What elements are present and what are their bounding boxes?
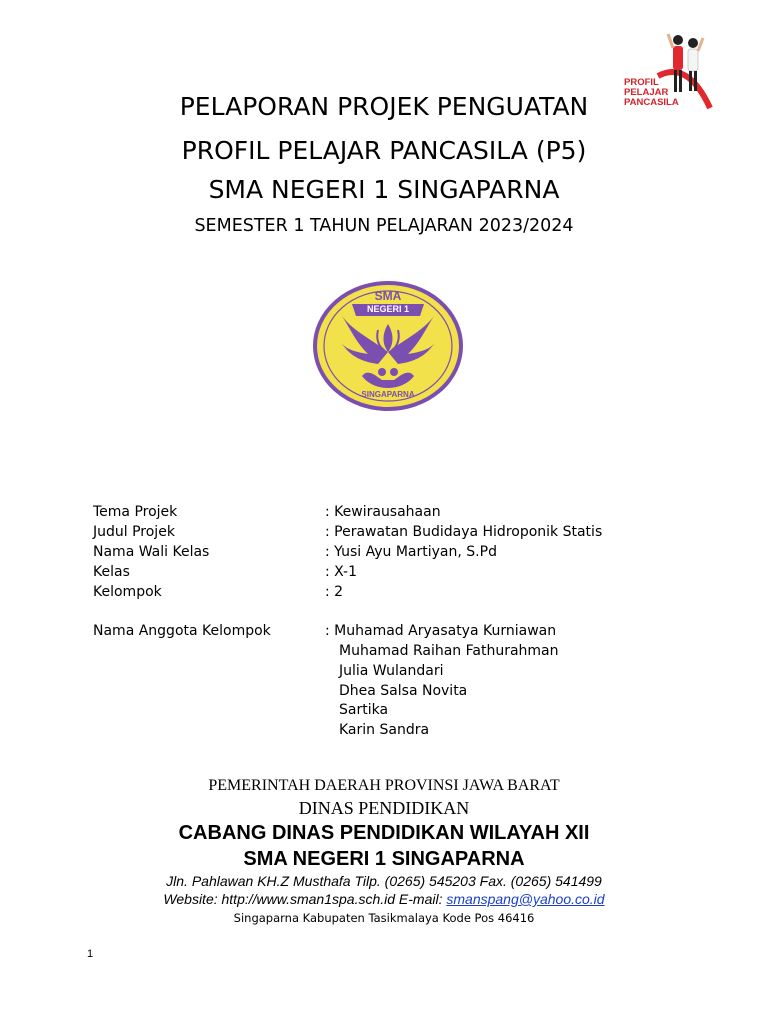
info-label: Nama Wali Kelas [93, 544, 210, 560]
gov-line: PEMERINTAH DAERAH PROVINSI JAWA BARAT [208, 777, 560, 794]
member-name: Muhamad Raihan Fathurahman [339, 643, 559, 659]
info-label: Kelompok [93, 584, 162, 600]
info-label: Judul Projek [93, 524, 175, 540]
title-line-3: SMA NEGERI 1 SINGAPARNA [208, 175, 560, 204]
title-line-1: PELAPORAN PROJEK PENGUATAN [179, 92, 589, 121]
info-label: Tema Projek [93, 504, 178, 520]
member-name: Dhea Salsa Novita [339, 683, 468, 699]
info-row [93, 503, 733, 523]
email-link[interactable]: smanspang@yahoo.co.id [446, 891, 605, 907]
school-line: SMA NEGERI 1 SINGAPARNA [243, 848, 525, 870]
member-name: Julia Wulandari [339, 663, 444, 679]
member-name: Sartika [339, 702, 389, 718]
info-value: : 2 [325, 584, 344, 600]
badge-line-2: PELAJAR [624, 87, 669, 98]
members-block [93, 622, 733, 742]
member-first: : Muhamad Aryasatya Kurniawan [325, 623, 557, 639]
info-value: : Perawatan Budidaya Hidroponik Statis [325, 524, 603, 540]
page-number: 1 [87, 948, 94, 960]
logo-top-text: SMA [374, 289, 402, 303]
info-value: : Yusi Ayu Martiyan, S.Pd [325, 544, 497, 560]
members-label: Nama Anggota Kelompok [93, 623, 271, 639]
info-row [93, 523, 733, 543]
info-label: Kelas [93, 564, 130, 580]
info-row [93, 583, 733, 603]
branch-line: CABANG DINAS PENDIDIKAN WILAYAH XII [178, 822, 590, 844]
city-line: Singaparna Kabupaten Tasikmalaya Kode Pos 46416 [233, 911, 535, 925]
website-text: Website: http://www.sman1spa.sch.id E-mail: [163, 891, 447, 907]
school-logo [312, 280, 464, 412]
member-name: Karin Sandra [339, 722, 430, 738]
badge-line-3: PANCASILA [624, 97, 679, 108]
info-row [93, 563, 733, 583]
address-line: Jln. Pahlawan KH.Z Musthafa Tilp. (0265) 545203 Fax. (0265) 541499 [166, 873, 602, 889]
dept-line: DINAS PENDIDIKAN [298, 798, 470, 818]
contact-line [0, 891, 768, 907]
logo-ribbon-text: NEGERI 1 [366, 304, 409, 314]
logo-bottom-text: SINGAPARNA [361, 390, 415, 399]
title-line-2: PROFIL PELAJAR PANCASILA (P5) [181, 136, 587, 165]
info-value: : Kewirausahaan [325, 504, 441, 520]
badge-line-1: PROFIL [624, 77, 659, 88]
info-row [93, 543, 733, 563]
semester-subtitle: SEMESTER 1 TAHUN PELAJARAN 2023/2024 [194, 216, 574, 236]
info-value: : X-1 [325, 564, 358, 580]
